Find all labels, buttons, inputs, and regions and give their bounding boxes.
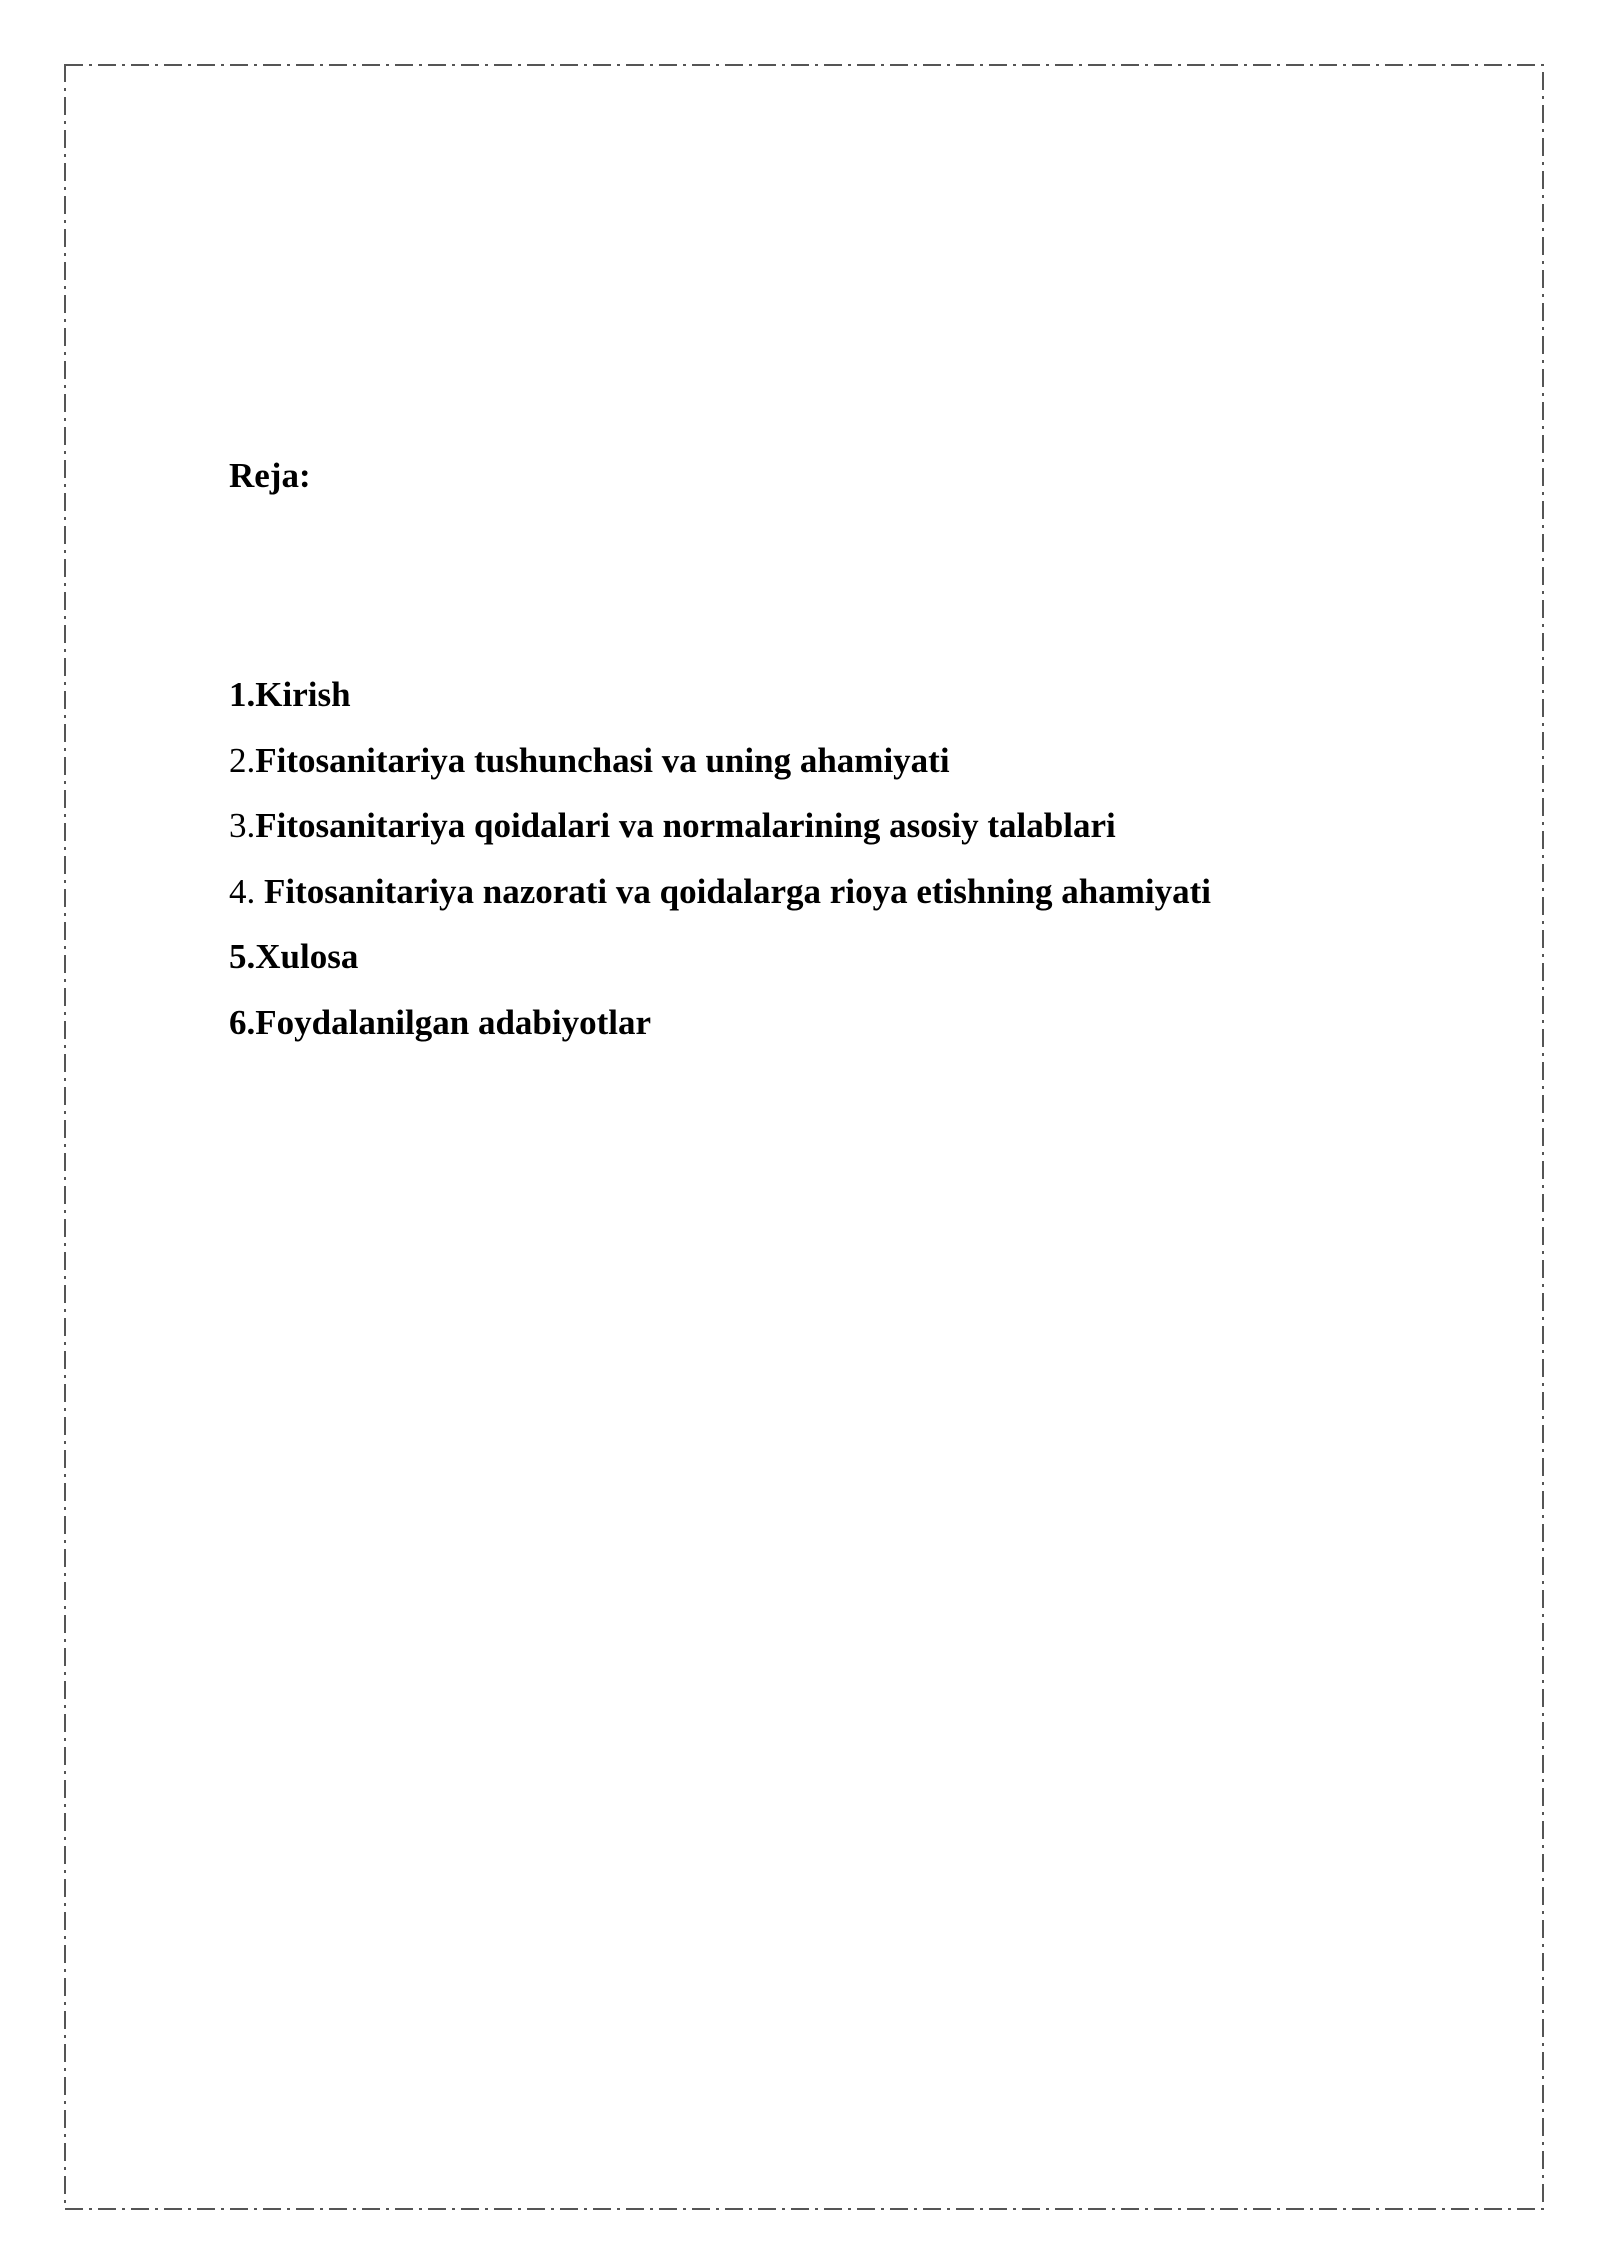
plan-item-1 [229,662,1429,728]
plan-item-6 [229,990,1429,1056]
plan-item-text: Fitosanitariya tushunchasi va uning ahamiyati [255,740,950,780]
plan-item-number: 5. [229,937,256,976]
plan-item-number: 6. [229,1002,256,1042]
plan-item-text: Fitosanitariya qoidalari va normalarining asosiy talablari [255,806,1116,845]
page-border [64,64,1544,2210]
plan-item-number: 1. [229,675,256,714]
page-title: Reja: [229,456,311,495]
plan-item-3 [229,793,1429,859]
plan-item-2 [229,728,1429,794]
plan-list [229,662,1429,1055]
plan-item-text: Kirish [255,675,351,714]
plan-item-number: 4. [229,871,264,911]
plan-item-5 [229,924,1429,990]
plan-item-number: 3. [229,806,256,845]
plan-item-number: 2. [229,740,256,780]
document-body [229,455,1429,1042]
plan-item-text: Xulosa [255,937,359,976]
dash-dot-border [64,64,1544,2210]
plan-item-4 [229,859,1429,925]
plan-item-text: Fitosanitariya nazorati va qoidalarga rioya etishning ahamiyati [264,871,1211,911]
plan-item-text: Foydalanilgan adabiyotlar [255,1002,652,1042]
